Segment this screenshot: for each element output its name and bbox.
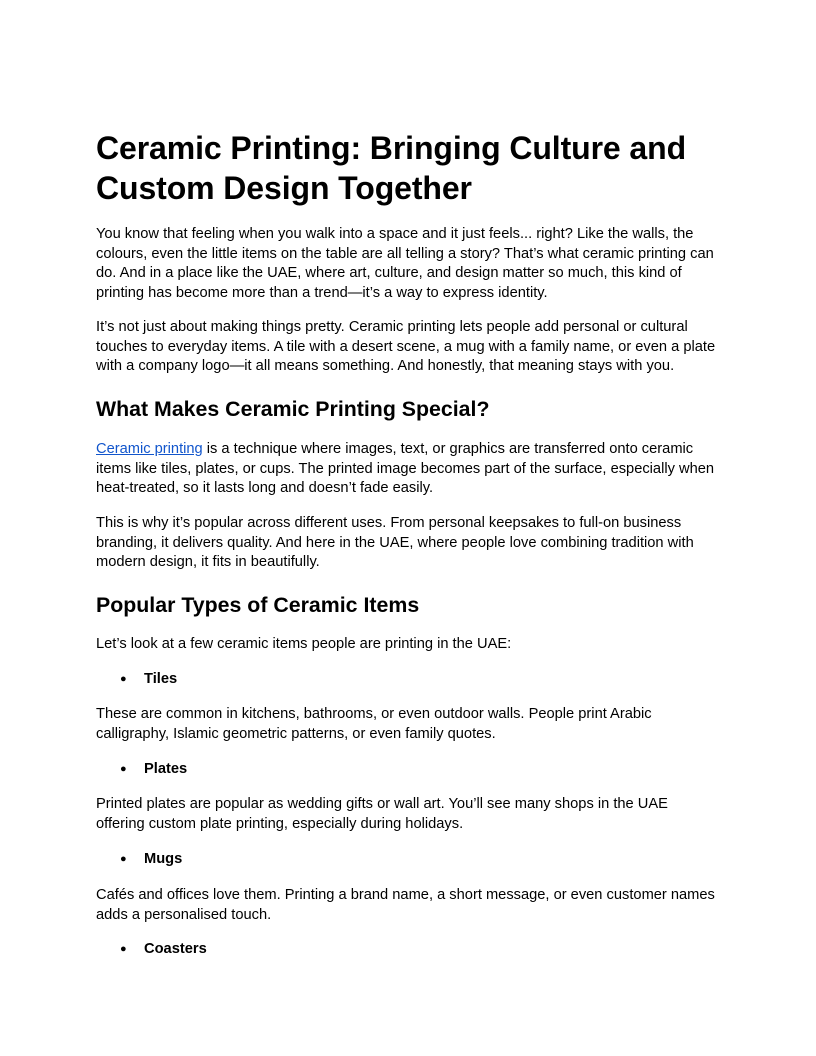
- section1-paragraph-1: [96, 440, 720, 499]
- bullet-icon: ●: [120, 853, 127, 865]
- tiles-description: These are common in kitchens, bathrooms, or even outdoor walls. People print Arabic calligraphy, Islamic geometric patterns, or even family quotes.: [96, 706, 652, 742]
- intro-paragraph-1: You know that feeling when you walk into a space and it just feels... right? Like the walls, the colours, even the little items on the table are all telling a story? That’s what ceramic printing can do. And in a place like the UAE, where art, culture, and design matter so much, this kind of printing has become more than a trend—it’s a way to express identity.: [96, 226, 714, 301]
- section-heading-types: Popular Types of Ceramic Items: [96, 593, 420, 617]
- intro-paragraph-2: It’s not just about making things pretty. Ceramic printing lets people add personal or cultural touches to everyday items. A tile with a desert scene, a mug with a family name, or even a plate with a company logo—it all means something. And honestly, that meaning stays with you.: [96, 319, 716, 375]
- section-heading-special: What Makes Ceramic Printing Special?: [96, 397, 490, 421]
- list-item-label: Plates: [144, 761, 188, 777]
- bullet-icon: ●: [120, 943, 127, 955]
- ceramic-printing-link[interactable]: Ceramic printing: [96, 441, 203, 457]
- list-item-plates: [96, 760, 768, 780]
- section2-lead: Let’s look at a few ceramic items people are printing in the UAE:: [96, 636, 512, 652]
- bullet-icon: ●: [120, 763, 127, 775]
- list-item-tiles: [96, 670, 768, 690]
- list-item-coasters: [96, 940, 768, 960]
- list-item-label: Coasters: [144, 941, 207, 957]
- section1-paragraph-2: This is why it’s popular across different uses. From personal keepsakes to full-on business branding, it delivers quality. And here in the UAE, where people love combining tradition with modern design, it fits in beautifully.: [96, 515, 694, 571]
- plates-description: Printed plates are popular as wedding gifts or wall art. You’ll see many shops in the UAE offering custom plate printing, especially during holidays.: [96, 796, 668, 832]
- bullet-icon: ●: [120, 673, 127, 685]
- list-item-mugs: [96, 850, 768, 870]
- page-title: Ceramic Printing: Bringing Culture and Custom Design Together: [96, 130, 687, 206]
- list-item-label: Mugs: [144, 851, 183, 867]
- list-item-label: Tiles: [144, 671, 178, 687]
- section1-paragraph-1-text: is a technique where images, text, or graphics are transferred onto ceramic items like tiles, plates, or cups. The printed image becomes part of the surface, especially when heat-treated, so it lasts long and doesn’t fade easily.: [96, 441, 715, 497]
- mugs-description: Cafés and offices love them. Printing a brand name, a short message, or even customer names adds a personalised touch.: [96, 887, 715, 923]
